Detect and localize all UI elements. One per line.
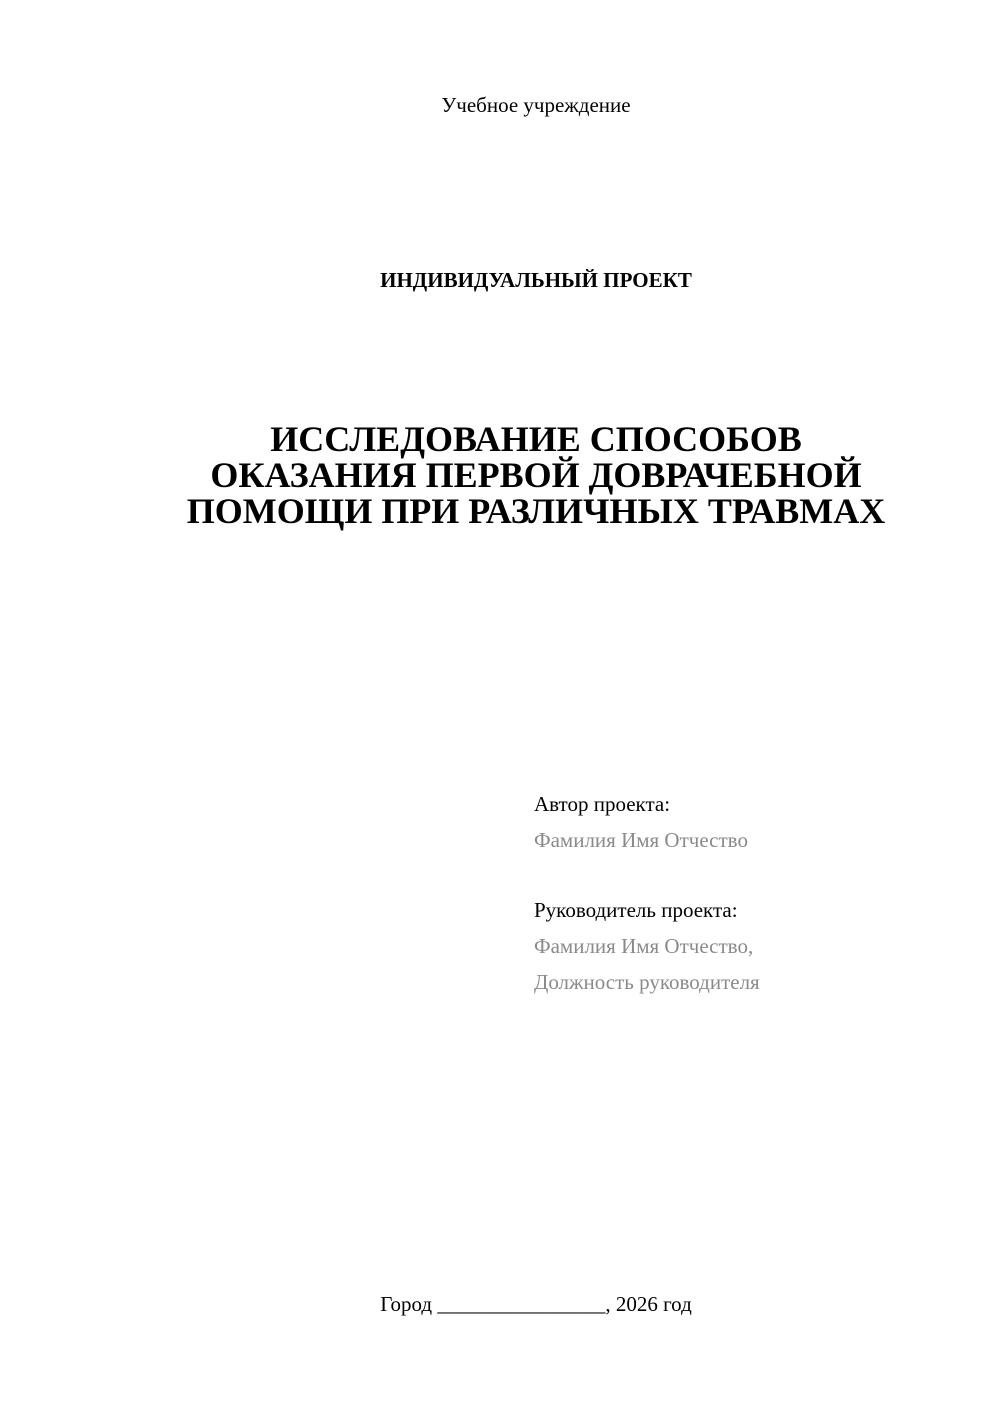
supervisor-block bbox=[534, 892, 760, 1000]
project-title bbox=[0, 421, 1000, 529]
supervisor-label: Руководитель проекта: bbox=[534, 898, 738, 922]
institution-name: Учебное учреждение bbox=[441, 93, 631, 117]
author-name: Фамилия Имя Отчество bbox=[534, 828, 748, 852]
author-label: Автор проекта: bbox=[534, 792, 671, 816]
project-title-line: ПОМОЩИ ПРИ РАЗЛИЧНЫХ ТРАВМАХ bbox=[186, 491, 886, 531]
project-kind: ИНДИВИДУАЛЬНЫЙ ПРОЕКТ bbox=[380, 268, 692, 292]
author-block bbox=[534, 786, 748, 858]
project-title-line: ОКАЗАНИЯ ПЕРВОЙ ДОВРАЧЕБНОЙ bbox=[210, 455, 862, 495]
project-title-line: ИССЛЕДОВАНИЕ СПОСОБОВ bbox=[270, 419, 802, 459]
supervisor-position: Должность руководителя bbox=[534, 970, 760, 994]
supervisor-name: Фамилия Имя Отчество, bbox=[534, 934, 754, 958]
city-year-line: Город ________________, 2026 год bbox=[380, 1292, 692, 1316]
